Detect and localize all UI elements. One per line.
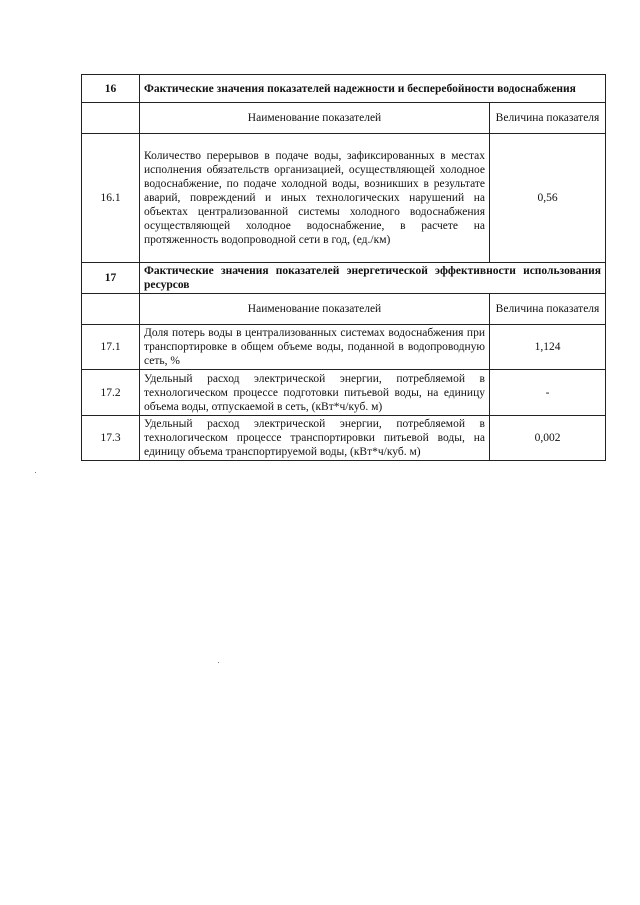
row-description: Количество перерывов в подаче воды, зафиксированных в местах исполнения обязательств организацией, осуществляющей холодное водоснабжение, по подаче холодной воды, возникших в результате аварий, повреждений и иных технологических нарушений на объектах централизованной системы холодного водоснабжения осуществляющей холодное водоснабжение, в расчете на протяженность водопроводной сети в год, (ед./км) [140,134,490,263]
column-header-name: Наименование показателей [140,294,490,325]
row-description: Удельный расход электрической энергии, потребляемой в технологическом процессе подготовки питьевой воды, на единицу объема воды, отпускаемой в сеть, (кВт*ч/куб. м) [140,370,490,416]
section-title: Фактические значения показателей надежности и бесперебойности водоснабжения [140,75,606,103]
row-number: 17.2 [82,370,140,416]
indicators-table [81,74,606,461]
section-title: Фактические значения показателей энергетической эффективности использования ресурсов [140,263,606,294]
scan-speck [35,472,36,473]
blank-cell [82,294,140,325]
table-row [82,325,606,370]
row-value: - [490,370,606,416]
row-number: 17.1 [82,325,140,370]
column-header-row [82,103,606,134]
row-description: Доля потерь воды в централизованных системах водоснабжения при транспортировке в общем объеме воды, поданной в водопроводную сеть, % [140,325,490,370]
column-header-row [82,294,606,325]
row-value: 0,56 [490,134,606,263]
row-value: 1,124 [490,325,606,370]
section-16-row [82,75,606,103]
scan-speck [218,662,219,663]
section-number: 17 [82,263,140,294]
table-row [82,134,606,263]
blank-cell [82,103,140,134]
table-row [82,370,606,416]
row-number: 16.1 [82,134,140,263]
table-row [82,416,606,461]
row-description: Удельный расход электрической энергии, потребляемой в технологическом процессе транспортировки питьевой воды, на единицу объема транспортируемой воды, (кВт*ч/куб. м) [140,416,490,461]
section-number: 16 [82,75,140,103]
row-number: 17.3 [82,416,140,461]
column-header-name: Наименование показателей [140,103,490,134]
column-header-value: Величина показателя [490,103,606,134]
column-header-value: Величина показателя [490,294,606,325]
row-value: 0,002 [490,416,606,461]
section-17-row [82,263,606,294]
